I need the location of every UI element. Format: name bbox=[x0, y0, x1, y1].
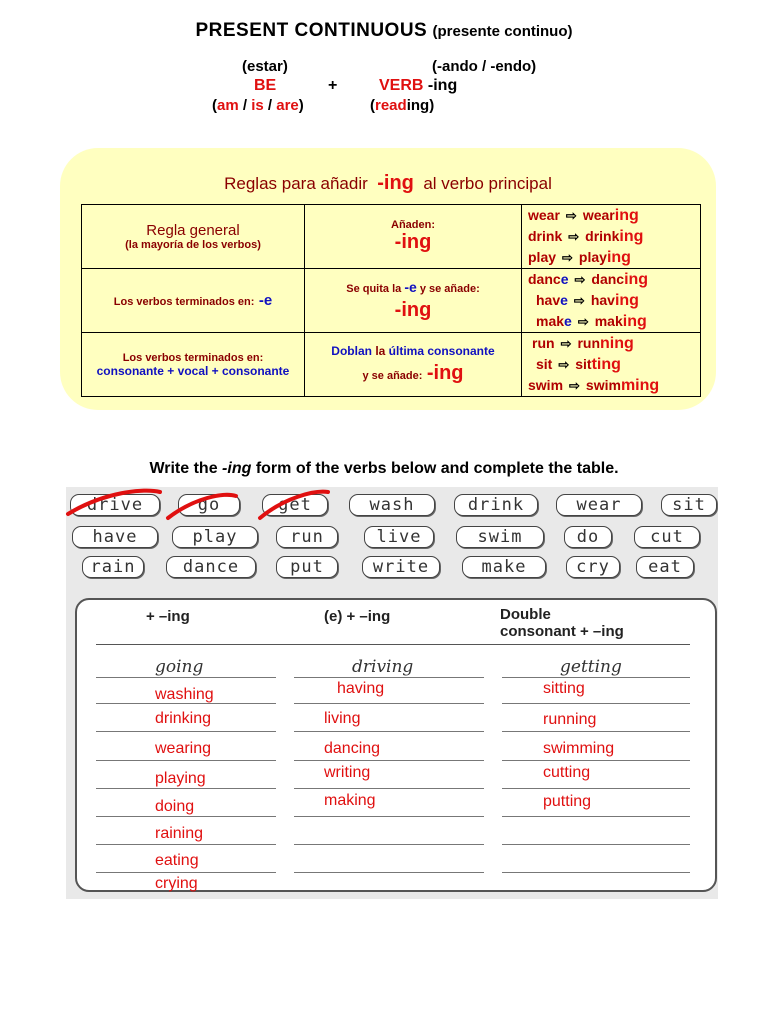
ing-label: -ing bbox=[427, 77, 458, 94]
answer-line bbox=[502, 677, 690, 678]
reading-suffix: ing bbox=[406, 97, 430, 114]
example-sit: sit ⇨ sitting bbox=[536, 356, 621, 373]
arrow-icon: ⇨ bbox=[568, 229, 580, 244]
answer-word: putting bbox=[543, 793, 592, 810]
verb-chip: write bbox=[362, 556, 440, 578]
answer-line bbox=[96, 677, 276, 678]
arrow-icon: ⇨ bbox=[573, 293, 585, 308]
arrow-icon: ⇨ bbox=[560, 336, 572, 351]
example-answer-getting: getting bbox=[560, 657, 622, 677]
answer-line bbox=[96, 731, 276, 732]
arrow-icon: ⇨ bbox=[574, 272, 586, 287]
verb-chip: cry bbox=[566, 556, 620, 578]
answer-word: running bbox=[543, 711, 597, 728]
answer-line bbox=[502, 703, 690, 704]
example-play: play ⇨ playing bbox=[528, 249, 631, 266]
title-sub: (presente continuo) bbox=[432, 23, 573, 40]
answer-line bbox=[294, 731, 484, 732]
example-swim: swim ⇨ swimming bbox=[528, 377, 660, 394]
answer-line bbox=[96, 760, 276, 761]
arrow-icon: ⇨ bbox=[558, 357, 570, 372]
verb-chip: go bbox=[178, 494, 240, 516]
rule-main: Los verbos terminados en: bbox=[122, 351, 264, 364]
answer-line bbox=[502, 844, 690, 845]
verb-chip: drive bbox=[70, 494, 160, 516]
answer-line bbox=[502, 872, 690, 873]
answer-line bbox=[294, 760, 484, 761]
be-forms: (am / is / are) bbox=[212, 97, 304, 114]
verb-chip: eat bbox=[636, 556, 694, 578]
rules-heading-ing: -ing bbox=[377, 172, 414, 194]
answer-line bbox=[96, 872, 276, 873]
answer-word: making bbox=[324, 792, 376, 809]
how-text: Se quita la -e y se añade: bbox=[346, 279, 480, 295]
verb-chip: put bbox=[276, 556, 338, 578]
header-divider bbox=[96, 644, 690, 645]
page-title bbox=[0, 20, 768, 42]
verb-chip: cut bbox=[634, 526, 700, 548]
answer-word: swimming bbox=[543, 740, 615, 757]
answer-line bbox=[96, 788, 276, 789]
how-text: Doblan la última consonante bbox=[331, 344, 495, 358]
example-run: run ⇨ running bbox=[532, 335, 634, 352]
title-main: PRESENT CONTINUOUS bbox=[195, 20, 428, 41]
answer-line bbox=[96, 844, 276, 845]
rules-heading-post: al verbo principal bbox=[423, 174, 552, 193]
example-make: make ⇨ making bbox=[536, 313, 647, 330]
example-drink: drink ⇨ drinking bbox=[528, 228, 644, 245]
how-text: Añaden: bbox=[391, 219, 435, 231]
rule-cell bbox=[82, 205, 305, 269]
how-ing: -ing bbox=[394, 231, 432, 253]
is-form: is bbox=[251, 97, 264, 114]
arrow-icon: ⇨ bbox=[562, 250, 573, 265]
rule-pattern: consonante + vocal + consonante bbox=[96, 363, 290, 378]
answer-word: wearing bbox=[155, 740, 212, 757]
rule-row-general bbox=[82, 205, 701, 269]
col-head-double: Double consonant + –ing bbox=[500, 606, 624, 640]
answer-line bbox=[502, 816, 690, 817]
answer-line bbox=[294, 816, 484, 817]
rule-sub: (la mayoría de los verbos) bbox=[125, 239, 261, 251]
answer-word: crying bbox=[155, 875, 198, 892]
rule-e: -e bbox=[258, 291, 273, 309]
answer-line bbox=[502, 731, 690, 732]
verb-chip: run bbox=[276, 526, 338, 548]
rule-main: Los verbos terminados en: bbox=[113, 295, 255, 308]
verb-chip: rain bbox=[82, 556, 144, 578]
verb-chip: make bbox=[462, 556, 546, 578]
answer-word: raining bbox=[155, 825, 204, 842]
answer-line bbox=[294, 677, 484, 678]
reading-example: (reading) bbox=[370, 97, 435, 114]
answer-word: having bbox=[337, 680, 385, 697]
answer-word: cutting bbox=[543, 764, 591, 781]
examples-cell bbox=[522, 269, 701, 333]
answer-line bbox=[502, 788, 690, 789]
ando-endo-label: (-ando / -endo) bbox=[432, 58, 537, 75]
verb-ing-formula bbox=[379, 77, 457, 95]
plus-sign: + bbox=[328, 77, 338, 94]
answer-line bbox=[294, 872, 484, 873]
arrow-icon: ⇨ bbox=[577, 314, 589, 329]
verb-chip: get bbox=[262, 494, 328, 516]
reading-stem: read bbox=[375, 97, 407, 114]
verb-chip: do bbox=[564, 526, 612, 548]
verb-chip: drink bbox=[454, 494, 538, 516]
exercise-instruction: Write the -ing form of the verbs below and complete the table. bbox=[149, 460, 619, 477]
answer-word: writing bbox=[324, 764, 371, 781]
answer-word: drinking bbox=[155, 710, 212, 727]
answer-line bbox=[502, 760, 690, 761]
verb-chip: have bbox=[72, 526, 158, 548]
how-ing: -ing bbox=[394, 299, 432, 321]
rules-heading bbox=[60, 172, 716, 195]
answer-line bbox=[294, 788, 484, 789]
col-head-ing: + –ing bbox=[146, 608, 190, 625]
rules-table bbox=[81, 204, 701, 397]
rule-main: Regla general bbox=[146, 222, 240, 239]
verb-chip: dance bbox=[166, 556, 256, 578]
examples-cell bbox=[522, 205, 701, 269]
verb-chip: swim bbox=[456, 526, 544, 548]
rule-row-double bbox=[82, 333, 701, 397]
answer-word: living bbox=[324, 710, 361, 727]
estar-label: (estar) bbox=[242, 58, 288, 75]
verb-chip: wear bbox=[556, 494, 642, 516]
rules-heading-pre: Reglas para añadir bbox=[224, 174, 368, 193]
verb-chip: live bbox=[364, 526, 434, 548]
verb-chip: sit bbox=[661, 494, 717, 516]
answer-word: washing bbox=[155, 686, 214, 703]
how-cell bbox=[305, 269, 522, 333]
answer-word: eating bbox=[155, 852, 199, 869]
be-label: BE bbox=[254, 77, 277, 94]
rule-row-e bbox=[82, 269, 701, 333]
rule-cell bbox=[82, 333, 305, 397]
answer-word: doing bbox=[155, 798, 195, 815]
arrow-icon: ⇨ bbox=[565, 208, 577, 223]
how-line2: y se añade: -ing bbox=[362, 362, 464, 384]
verb-label: VERB bbox=[379, 77, 424, 94]
rule-cell bbox=[82, 269, 305, 333]
answer-word: playing bbox=[155, 770, 206, 787]
verb-chip: wash bbox=[349, 494, 435, 516]
am-form: am bbox=[217, 97, 239, 114]
how-cell bbox=[305, 205, 522, 269]
verb-chip: play bbox=[172, 526, 258, 548]
how-cell bbox=[305, 333, 522, 397]
example-answer-driving: driving bbox=[352, 657, 414, 677]
example-have: have ⇨ having bbox=[536, 292, 639, 309]
example-wear: wear ⇨ wearing bbox=[528, 207, 639, 224]
examples-cell bbox=[522, 333, 701, 397]
answer-line bbox=[96, 816, 276, 817]
answer-word: sitting bbox=[543, 680, 585, 697]
are-form: are bbox=[276, 97, 299, 114]
answer-line bbox=[294, 844, 484, 845]
col-head-e-ing: (e) + –ing bbox=[324, 608, 391, 625]
example-answer-going: going bbox=[155, 657, 204, 677]
example-dance: dance ⇨ dancing bbox=[528, 271, 649, 288]
arrow-icon: ⇨ bbox=[569, 378, 580, 393]
answer-word: dancing bbox=[324, 740, 381, 757]
answer-line bbox=[294, 703, 484, 704]
